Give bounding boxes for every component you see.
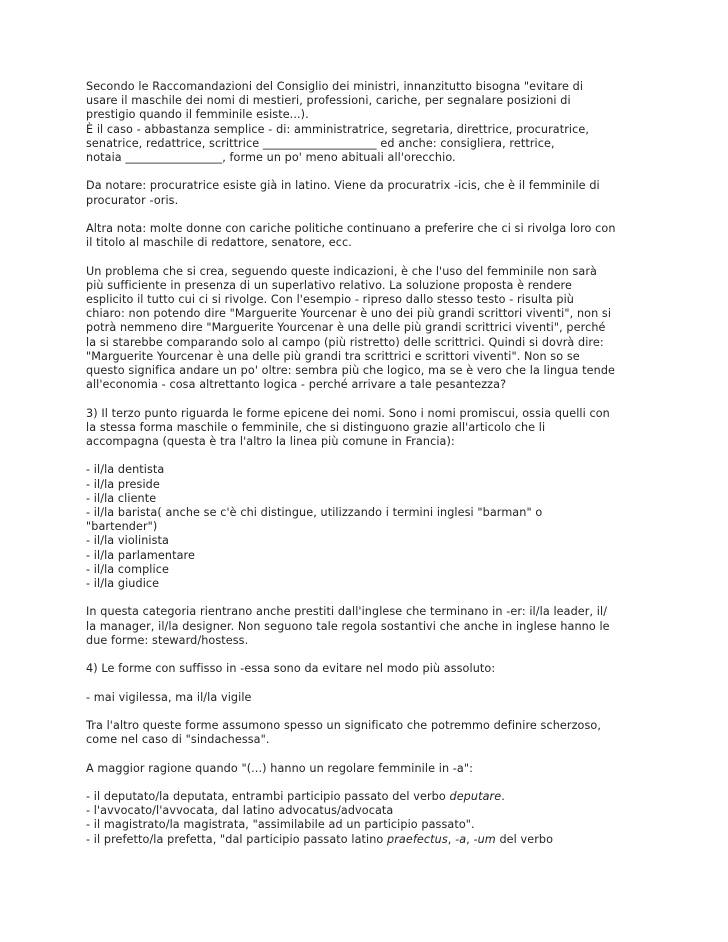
text-line: la manager, il/la designer. Non seguono tale regola sostantivi che anche in inglese hanno le xyxy=(86,619,610,633)
list-item-text: - il deputato/la deputata, entrambi participio passato del verbo xyxy=(86,789,450,803)
text-line: più sufficiente in presenza di un superlativo relativo. La soluzione proposta è rendere xyxy=(86,278,572,292)
text-line: questo significa andare un po' oltre: sembra più che logico, ma se è vero che la lingua tende xyxy=(86,364,616,378)
list-item-text: , xyxy=(447,832,456,846)
list-item: - il/la complice xyxy=(86,562,169,576)
text-line: il titolo al maschile di redattore, senatore, ecc. xyxy=(86,236,352,250)
list-item-text: . xyxy=(501,789,505,803)
text-line: all'economia - cosa altrettanto logica - perché arrivare a tale pesantezza? xyxy=(86,378,507,392)
paragraph-superlative-problem xyxy=(86,265,646,393)
list-item xyxy=(86,790,646,804)
text-line: È il caso - abbastanza semplice - di: amministratrice, segretaria, direttrice, procuratrice, xyxy=(86,122,590,136)
text-line: Un problema che si crea, seguendo queste indicazioni, è che l'uso del femminile non sarà xyxy=(86,264,597,278)
paragraph-vigile-example xyxy=(86,691,646,705)
text-line: esplicito il tutto cui ci si rivolge. Con l'esempio - ripreso dallo stesso testo - risulta più xyxy=(86,293,574,306)
text-line: chiaro: non potendo dire "Marguerite Yourcenar è uno dei più grandi scrittori viventi", non si xyxy=(86,307,612,321)
italic-term: -um xyxy=(473,832,496,846)
text-line: A maggior ragione quando "(...) hanno un regolare femminile in -a": xyxy=(86,761,473,775)
list-item: - il/la violinista xyxy=(86,534,169,548)
list-item: - il/la parlamentare xyxy=(86,548,195,562)
text-line: potrà nemmeno dire "Marguerite Yourcenar è una delle più grandi scrittrici viventi", perché xyxy=(86,321,606,335)
text-line: In questa categoria rientrano anche prestiti dall'inglese che terminano in -er: il/la leader, il/ xyxy=(86,605,608,619)
text-line: la stessa forma maschile o femminile, che si distinguono grazie all'articolo che li xyxy=(86,420,546,434)
text-line: accompagna (questa è tra l'altro la linea più comune in Francia): xyxy=(86,435,455,449)
list-item: - il/la giudice xyxy=(86,577,160,591)
list-item-text: - il prefetto/la prefetta, "dal participio passato latino xyxy=(86,832,388,846)
text-line: 3) Il terzo punto riguarda le forme epicene dei nomi. Sono i nomi promiscui, ossia quelli con xyxy=(86,406,610,420)
list-item: - il/la preside xyxy=(86,477,160,491)
feminine-a-list xyxy=(86,790,646,847)
paragraph-maggior-ragione xyxy=(86,762,646,776)
list-item-text: del verbo xyxy=(495,832,554,846)
text-line: Altra nota: molte donne con cariche politiche continuano a preferire che ci si rivolga loro con xyxy=(86,222,616,235)
text-line: due forme: steward/hostess. xyxy=(86,633,249,647)
text-line: la si starebbe comparando solo al campo (più ristretto) delle scrittrici. Quindi si dovrà dire: xyxy=(86,335,604,349)
paragraph-intro xyxy=(86,80,646,165)
list-item: - il/la dentista xyxy=(86,463,165,477)
text-line: Tra l'altro queste forme assumono spesso un significato che potremmo definire scherzoso, xyxy=(86,719,602,732)
text-line: 4) Le forme con suffisso in -essa sono da evitare nel modo più assoluto: xyxy=(86,662,496,676)
text-line: procurator -oris. xyxy=(86,193,179,207)
italic-term: deputare xyxy=(449,789,502,803)
text-line: "Marguerite Yourcenar è una delle più grandi tra scrittrici e scrittori viventi". Non so se xyxy=(86,349,580,363)
text-line: come nel caso di "sindachessa". xyxy=(86,733,270,747)
paragraph-scherzoso xyxy=(86,719,646,747)
document-page xyxy=(86,80,646,861)
list-item: - il/la barista( anche se c'è chi distingue, utilizzando i termini inglesi "barman" o xyxy=(86,506,543,520)
paragraph-procuratrice-note xyxy=(86,179,646,207)
paragraph-english-loans xyxy=(86,605,646,648)
list-item: - il magistrato/la magistrata, "assimilabile ad un participio passato". xyxy=(86,818,475,832)
text-line: prestigio quando il femminile esiste...). xyxy=(86,108,309,122)
text-line: Secondo le Raccomandazioni del Consiglio dei ministri, innanzitutto bisogna "evitare di xyxy=(86,80,584,93)
text-line: senatrice, redattrice, scrittrice ____________________ ed anche: consigliera, rettrice, xyxy=(86,136,555,150)
text-line: Da notare: procuratrice esiste già in latino. Viene da procuratrix -icis, che è il femminile di xyxy=(86,179,600,193)
italic-term: praefectus xyxy=(387,832,448,846)
list-item: - l'avvocato/l'avvocata, dal latino advocatus/advocata xyxy=(86,804,394,818)
list-item-text: , xyxy=(466,832,474,846)
paragraph-essa-suffix xyxy=(86,662,646,676)
text-line: - mai vigilessa, ma il/la vigile xyxy=(86,690,252,704)
paragraph-political-note xyxy=(86,222,646,250)
list-item: "bartender") xyxy=(86,520,158,534)
text-line: usare il maschile dei nomi di mestieri, professioni, cariche, per segnalare posizioni di xyxy=(86,94,571,108)
epicene-list xyxy=(86,463,646,591)
italic-term: -a xyxy=(455,832,467,846)
list-item: - il/la cliente xyxy=(86,491,157,505)
list-item xyxy=(86,833,646,847)
paragraph-epicene-forms xyxy=(86,407,646,450)
text-line: notaia _________________, forme un po' meno abituali all'orecchio. xyxy=(86,151,456,165)
